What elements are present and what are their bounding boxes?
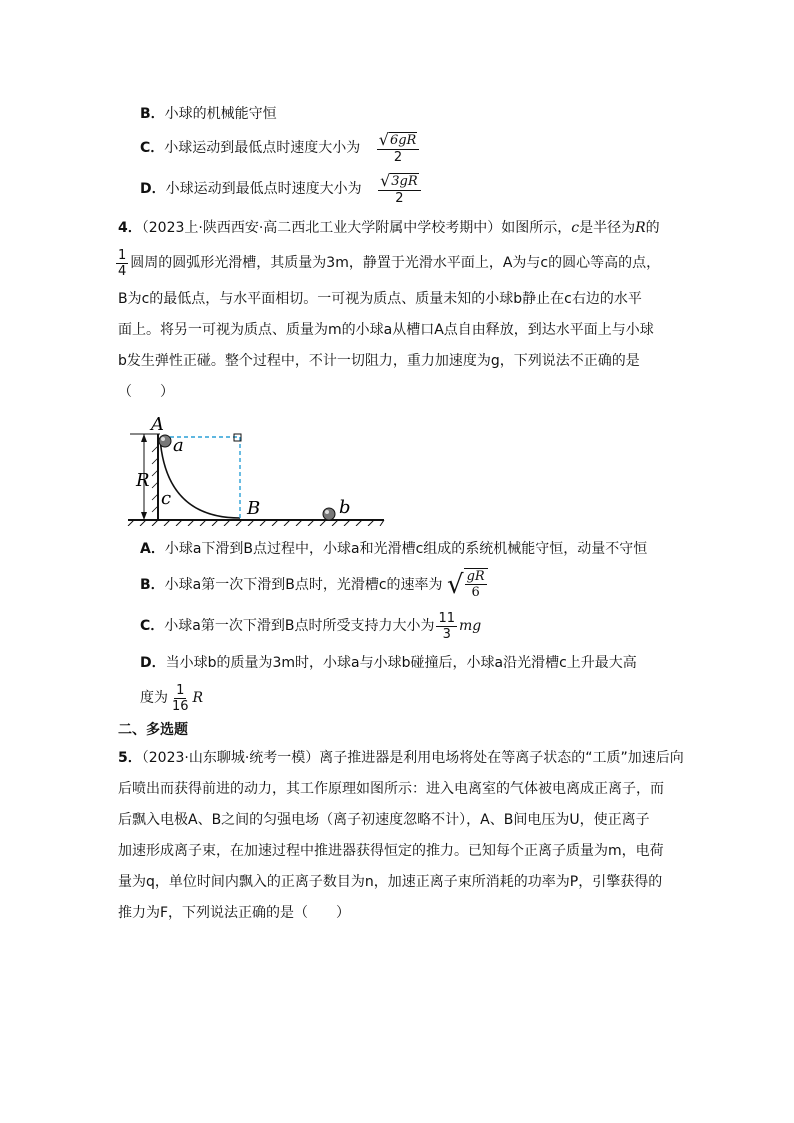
label-c: c bbox=[161, 488, 172, 509]
label-a: a bbox=[173, 435, 184, 456]
fraction-denominator: 16 bbox=[172, 698, 189, 714]
label-A: A bbox=[151, 414, 164, 435]
height-fraction bbox=[170, 683, 191, 714]
q3-option-d[interactable] bbox=[140, 171, 423, 207]
velocity-fraction: √ 6gR 2 bbox=[377, 132, 420, 165]
fraction-denominator: 2 bbox=[393, 149, 403, 165]
option-text: 小球运动到最低点时速度大小为 bbox=[165, 181, 362, 197]
q5-stem-line5: 量为q，单位时间内飘入的正离子数目为n，加速正离子束所消耗的功率为P，引擎获得的 bbox=[118, 874, 663, 890]
option-letter: A． bbox=[140, 541, 165, 557]
option-text: 小球a第一次下滑到B点时，光滑槽c的速率为 bbox=[164, 577, 443, 593]
arrow-up-icon bbox=[141, 434, 147, 442]
stem-var: c bbox=[571, 220, 580, 236]
track-arc bbox=[160, 438, 240, 518]
q4-option-a[interactable] bbox=[140, 539, 647, 559]
q4-option-d-cont bbox=[140, 680, 203, 716]
fraction-numerator: 6gR bbox=[389, 132, 417, 148]
arrow-down-icon bbox=[141, 512, 147, 520]
quarter-fraction bbox=[116, 248, 128, 279]
ball-b bbox=[323, 508, 335, 520]
option-text: 小球的机械能守恒 bbox=[164, 106, 277, 122]
stem-var: R bbox=[635, 220, 646, 236]
q5-stem-line3: 后飘入电极A、B之间的匀强电场（离子初速度忽略不计），A、B间电压为U，使正离子 bbox=[118, 812, 650, 828]
option-tail: R bbox=[192, 690, 204, 706]
option-text: 小球a第一次下滑到B点时所受支持力大小为 bbox=[164, 618, 435, 634]
q3-option-c[interactable] bbox=[140, 130, 421, 166]
answer-bracket: （ ） bbox=[118, 384, 174, 400]
fraction-numerator: 1 bbox=[118, 247, 127, 263]
q4-option-b[interactable] bbox=[140, 566, 488, 604]
stem-text: 如图所示， bbox=[501, 220, 572, 236]
speed-radical: √ $\frac{gR}{6}$ bbox=[447, 568, 488, 602]
label-B: B bbox=[247, 498, 261, 519]
q5-stem-line1 bbox=[118, 748, 684, 768]
question-number: 4． bbox=[118, 220, 142, 236]
label-b: b bbox=[339, 497, 351, 518]
force-fraction bbox=[436, 611, 457, 642]
q5-stem-line2: 后喷出而获得前进的动力，其工作原理如图所示：进入电离室的气体被电离成正离子，而 bbox=[118, 781, 664, 797]
fraction-denominator: 3 bbox=[442, 626, 451, 642]
stem-text: 圆周的圆弧形光滑槽，其质量为3m，静置于光滑水平面上，A为与c的圆心等高的点， bbox=[130, 255, 661, 271]
ball-a bbox=[159, 435, 171, 447]
option-letter: B． bbox=[140, 106, 165, 122]
label-R: R bbox=[136, 470, 150, 491]
fraction-numerator: 11 bbox=[438, 610, 456, 626]
question-source: （2023上·陕西西安·高二西北工业大学附属中学校考期中） bbox=[141, 220, 502, 236]
section-title: 二、多选题 bbox=[118, 722, 188, 738]
option-text: 小球a下滑到B点过程中，小球a和光滑槽c组成的系统机械能守恒，动量不守恒 bbox=[164, 541, 648, 557]
stem-text: 是半径为 bbox=[579, 220, 636, 236]
q5-stem-line4: 加速形成离子束，在加速过程中推进器获得恒定的推力。已知每个正离子质量为m，电荷 bbox=[118, 843, 664, 859]
fraction-denominator: 6 bbox=[471, 585, 480, 600]
q4-stem-line1 bbox=[118, 218, 660, 238]
option-text: 当小球b的质量为3m时，小球a与小球b碰撞后，小球a沿光滑槽c上升最大高 bbox=[165, 655, 637, 671]
stem-text: 的 bbox=[645, 220, 660, 236]
q4-stem-line2 bbox=[116, 246, 660, 280]
stem-text: 离子推进器是利用电场将处在等离子状态的“工质”加速后向 bbox=[319, 750, 684, 766]
quarter-circle-track-figure bbox=[118, 410, 390, 526]
question-number: 5． bbox=[118, 750, 142, 766]
option-letter: D． bbox=[140, 181, 166, 197]
q4-stem-line3: B为c的最低点，与水平面相切。一可视为质点、质量未知的小球b静止在c右边的水平 bbox=[118, 291, 642, 307]
option-letter: C． bbox=[140, 618, 165, 634]
fraction-numerator: 1 bbox=[176, 682, 185, 698]
option-letter: D． bbox=[140, 655, 166, 671]
velocity-fraction: √ 3gR 2 bbox=[378, 173, 421, 206]
q4-option-c[interactable] bbox=[140, 608, 481, 644]
fraction-denominator: 2 bbox=[395, 190, 404, 206]
option-text: 小球运动到最低点时速度大小为 bbox=[164, 140, 361, 156]
q4-stem-line5: b发生弹性正碰。整个过程中，不计一切阻力，重力加速度为g，下列说法不正确的是 bbox=[118, 353, 640, 369]
fraction-numerator: 3gR bbox=[391, 173, 418, 189]
q4-option-d[interactable] bbox=[140, 653, 637, 673]
option-letter: C． bbox=[140, 140, 165, 156]
option-text: 度为 bbox=[140, 690, 168, 706]
option-letter: B． bbox=[140, 577, 165, 593]
q4-stem-line4: 面上。将另一可视为质点、质量为m的小球a从槽口A点自由释放，到达水平面上与小球 bbox=[118, 322, 654, 338]
fraction-numerator: gR bbox=[466, 569, 485, 584]
q5-stem-line6: 推力为F，下列说法正确的是（ ） bbox=[118, 905, 351, 921]
fraction-denominator: 4 bbox=[118, 263, 127, 279]
q3-option-b[interactable] bbox=[140, 104, 277, 124]
option-tail: mg bbox=[459, 618, 482, 634]
question-source: （2023·山东聊城·统考一模） bbox=[141, 750, 320, 766]
